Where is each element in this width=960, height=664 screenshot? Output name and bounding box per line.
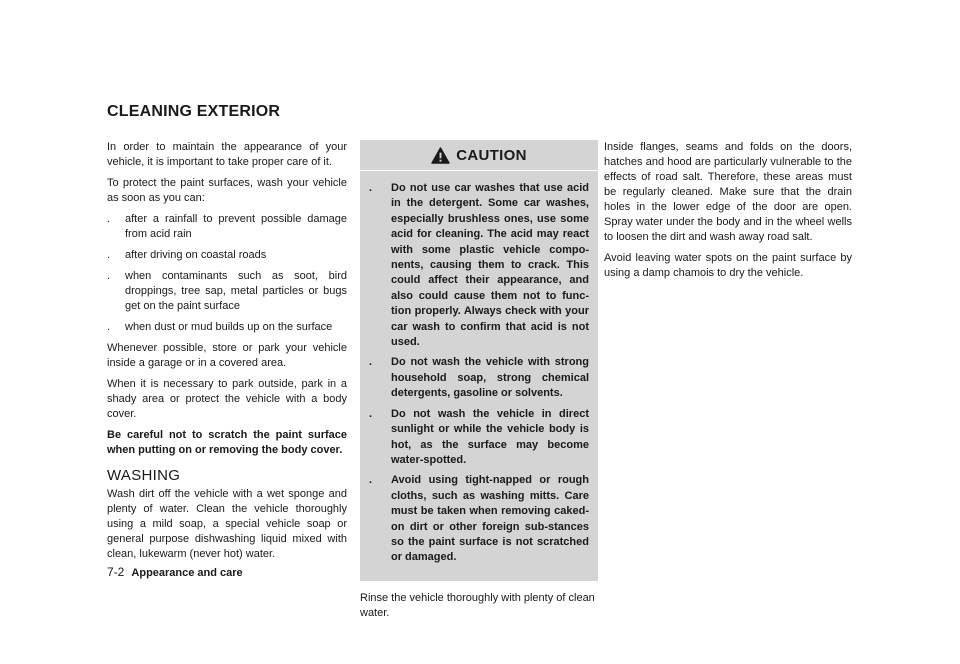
washing-heading: WASHING: [107, 467, 181, 484]
store-paragraph: Whenever possible, store or park your vehicle inside a garage or in a covered area.: [107, 342, 347, 369]
caution-title: CAUTION: [456, 146, 527, 164]
section-title: CLEANING EXTERIOR: [107, 103, 281, 120]
road-salt-paragraph: Inside flanges, seams and folds on the doors, hatches and hood are particularly vulnerable to the effects of road salt. Therefore, these areas must be regularly cleaned. Make sure that the drain holes in the lower edge of the door are open. Spray water under the body and in the wheel wells to loosen the dirt and wash away road salt.: [604, 141, 852, 243]
footer-section-title: Appearance and care: [131, 567, 243, 579]
caution-item: [369, 181, 589, 350]
washing-paragraph: Wash dirt off the vehicle with a wet sponge and plenty of water. Clean the vehicle thoroughly using a mild soap, a special vehicle soap or general purpose dishwashing liquid mixed with clean, lukewarm (never hot) water.: [107, 488, 347, 560]
bullet-mark: .: [107, 321, 111, 333]
list-item: [107, 320, 347, 335]
bullet-mark: .: [107, 249, 111, 261]
caution-item: [369, 407, 589, 469]
rinse-paragraph: Rinse the vehicle thoroughly with plenty of clean water.: [360, 591, 595, 619]
list-item-text: after driving on coastal roads: [125, 249, 267, 261]
list-item: [107, 269, 347, 314]
caution-item-text: Avoid using tight-napped or rough cloths, such as washing mitts. Care must be taken when removing caked-on dirt or other foreign sub-stances so the paint surface is not scratched or damaged.: [391, 474, 589, 564]
page-number: 7-2: [107, 565, 125, 579]
park-paragraph: When it is necessary to park outside, park in a shady area or protect the vehicle with a body cover.: [107, 378, 347, 420]
caution-item: [369, 473, 589, 565]
list-item-text: when dust or mud builds up on the surface: [125, 321, 333, 333]
water-spots-paragraph: Avoid leaving water spots on the paint surface by using a damp chamois to dry the vehicle.: [604, 252, 852, 279]
intro-paragraph: In order to maintain the appearance of your vehicle, it is important to take proper care of it.: [107, 141, 347, 168]
caution-item-text: Do not wash the vehicle with strong household soap, strong chemical detergents, gasoline or solvents.: [391, 356, 589, 400]
caution-header: [360, 140, 598, 171]
column-left: [107, 140, 347, 568]
list-item: [107, 248, 347, 263]
protect-paragraph: To protect the paint surfaces, wash your vehicle as soon as you can:: [107, 177, 347, 204]
bullet-mark: .: [369, 407, 373, 420]
list-item-text: after a rainfall to prevent possible damage from acid rain: [125, 213, 347, 240]
caution-item-text: Do not use car washes that use acid in the detergent. Some car washes, especially brushless ones, use some acid for cleaning. The acid may react with some plastic vehicle compo-nents, causing them to crack. This could affect their appearance, and also could cause them not to func-tion properly. Always check with your car wash to confirm that acid is not used.: [391, 182, 589, 349]
bullet-mark: .: [369, 182, 373, 194]
scratch-warning: Be careful not to scratch the paint surface when putting on or removing the body cover.: [107, 429, 347, 456]
warning-triangle-icon: [431, 147, 450, 164]
list-item: [107, 212, 347, 242]
bullet-mark: .: [369, 356, 373, 369]
column-right: [604, 140, 852, 287]
bullet-mark: .: [107, 270, 111, 282]
column-middle: [360, 140, 598, 627]
bullet-mark: .: [107, 213, 111, 225]
page-footer: [107, 565, 243, 579]
caution-item-text: Do not wash the vehicle in direct sunlight or while the vehicle body is hot, as the surface may become water-spotted.: [391, 407, 589, 466]
caution-box: [360, 140, 598, 581]
caution-item: [369, 355, 589, 401]
list-item-text: when contaminants such as soot, bird droppings, tree sap, metal particles or bugs get on the paint surface: [125, 270, 347, 312]
bullet-mark: .: [369, 474, 373, 487]
